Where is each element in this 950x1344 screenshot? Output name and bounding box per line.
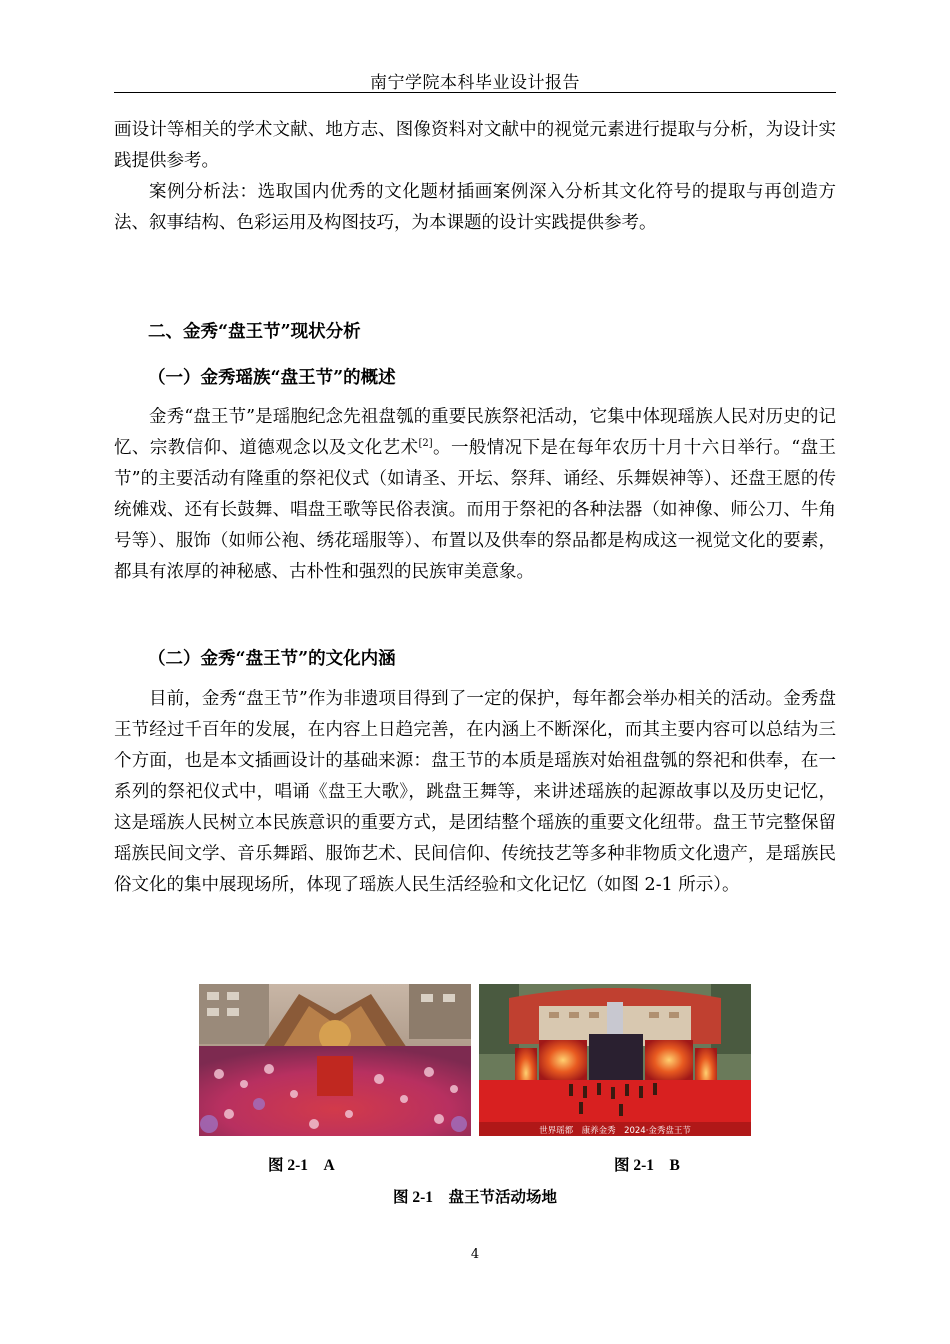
header-divider	[114, 92, 836, 93]
citation-ref: [2]	[418, 438, 433, 450]
figure-caption-b: 图 2-1 B	[614, 1157, 680, 1174]
figure-photo-a	[199, 984, 471, 1136]
subsection-heading-connotation: （二）金秀“盘王节”的文化内涵	[148, 649, 396, 669]
paragraph-connotation: 目前，金秀“盘王节”作为非遗项目得到了一定的保护，每年都会举办相关的活动。金秀盘王节经过千百年的发展，在内容上日趋完善，在内涵上不断深化，而其主要内容可以总结为三个方面，也是本文插画设计的基础来源：盘王节的本质是瑶族对始祖盘瓠的祭祀和供奉，在一系列的祭祀仪式中，唱诵《盘王大歌》，跳盘王舞等，来讲述瑶族的起源故事以及历史记忆，这是瑶族人民树立本民族意识的重要方式，是团结整个瑶族的重要文化纽带。盘王节完整保留瑶族民间文学、音乐舞蹈、服饰艺术、民间信仰、传统技艺等多种非物质文化遗产，是瑶族民俗文化的集中展现场所，体现了瑶族人民生活经验和文化记忆（如图 2-1 所示）。	[114, 689, 836, 895]
festival-stage-photo	[479, 984, 751, 1136]
paragraph-overview	[114, 402, 836, 588]
page-number: 4	[470, 1247, 480, 1262]
page-header-title: 南宁学院本科毕业设计报告	[370, 73, 580, 93]
paragraph-overview-part1: 金秀“盘王节”是瑶胞纪念先祖盘瓠的重要民族祭祀活动，它集中体现瑶族人民对历史的记忆、宗教信仰、道德观念以及文化艺术	[114, 407, 836, 458]
figure-caption-a: 图 2-1 A	[268, 1157, 335, 1174]
paragraph-overview-part2: 。一般情况下是在每年农历十月十六日举行。“盘王节”的主要活动有隆重的祭祀仪式（如请圣、开坛、祭拜、诵经、乐舞娱神等）、还盘王愿的传统傩戏、还有长鼓舞、唱盘王歌等民俗表演。而用于祭祀的各种法器（如神像、师公刀、牛角号等）、服饰（如师公袍、绣花瑶服等）、布置以及供奉的祭品都是构成这一视觉文化的要素，都具有浓厚的神秘感、古朴性和强烈的民族审美意象。	[114, 438, 837, 582]
paragraph-case-analysis: 案例分析法：选取国内优秀的文化题材插画案例深入分析其文化符号的提取与再创造方法、叙事结构、色彩运用及构图技巧，为本课题的设计实践提供参考。	[114, 182, 836, 233]
banner-text: 世界瑶都 康养金秀 2024·金秀盘王节	[539, 1126, 691, 1136]
section-heading-2: 二、金秀“盘王节”现状分析	[148, 322, 361, 342]
figure-caption: 图 2-1 盘王节活动场地	[392, 1189, 558, 1206]
figure-photo-b	[479, 984, 751, 1136]
subsection-heading-overview: （一）金秀瑶族“盘王节”的概述	[148, 368, 396, 388]
paragraph-research-method: 画设计等相关的学术文献、地方志、图像资料对文献中的视觉元素进行提取与分析，为设计实践提供参考。	[114, 120, 836, 171]
festival-crowd-photo	[199, 984, 471, 1136]
